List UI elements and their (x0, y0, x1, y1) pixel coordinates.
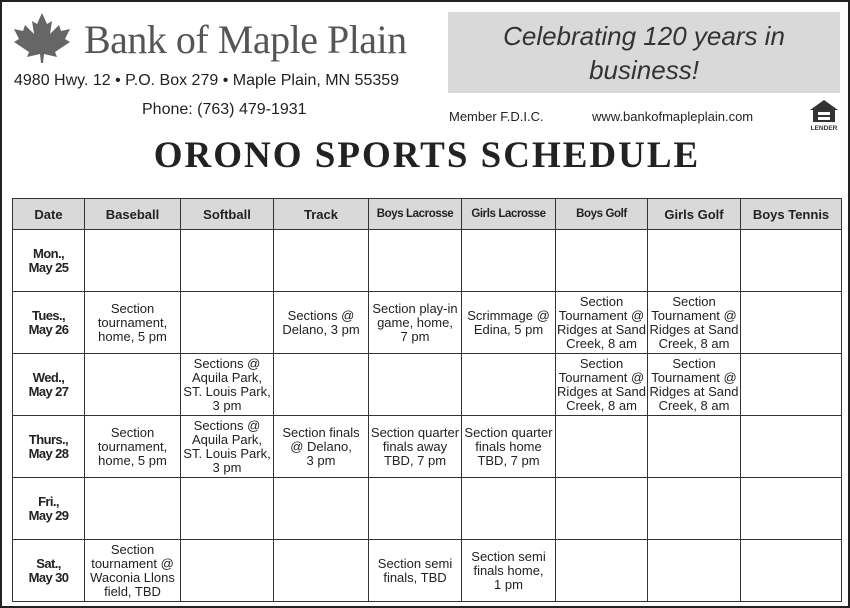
table-cell (648, 292, 741, 354)
date-label: May 25 (28, 259, 69, 275)
column-header: Boys Lacrosse (369, 199, 462, 230)
table-row (13, 230, 842, 292)
date-label: May 27 (28, 383, 69, 399)
event-text: Section Tournament @ Ridges at Sand Creek, 8 am (557, 355, 646, 413)
table-cell (181, 478, 274, 540)
day-label: Fri., (38, 493, 59, 509)
column-header: Date (13, 199, 85, 230)
table-cell (369, 230, 462, 292)
column-header: Baseball (85, 199, 181, 230)
table-cell (462, 230, 556, 292)
table-cell (556, 354, 648, 416)
date-label: May 30 (28, 569, 69, 585)
table-cell (181, 230, 274, 292)
date-cell (13, 478, 85, 540)
table-cell (648, 354, 741, 416)
table-cell (85, 416, 181, 478)
table-cell (741, 354, 842, 416)
event-text: Sections @ Aquila Park, ST. Louis Park, 3 pm (183, 417, 271, 475)
event-text: Sections @ Aquila Park, ST. Louis Park, 3 pm (183, 355, 271, 413)
bank-address: 4980 Hwy. 12 • P.O. Box 279 • Maple Plain, MN 55359 (14, 72, 400, 89)
table-row (13, 416, 842, 478)
table-cell (741, 416, 842, 478)
maple-leaf-icon (12, 12, 72, 64)
day-label: Wed., (32, 369, 65, 385)
column-header: Boys Tennis (741, 199, 842, 230)
table-cell (462, 354, 556, 416)
table-cell (181, 292, 274, 354)
table-cell (181, 354, 274, 416)
date-cell (13, 292, 85, 354)
column-header: Softball (181, 199, 274, 230)
table-cell (648, 230, 741, 292)
event-text: Section Tournament @ Ridges at Sand Creek, 8 am (649, 293, 739, 351)
table-cell (369, 540, 462, 602)
table-header-row (13, 199, 842, 230)
date-cell (13, 416, 85, 478)
table-row (13, 478, 842, 540)
website-link[interactable]: www.bankofmapleplain.com (592, 109, 754, 124)
column-header: Boys Golf (556, 199, 648, 230)
table-cell (274, 540, 369, 602)
date-cell (13, 230, 85, 292)
table-cell (462, 416, 556, 478)
event-text: Scrimmage @ Edina, 5 pm (467, 307, 550, 337)
event-text: Section Tournament @ Ridges at Sand Creek, 8 am (649, 355, 739, 413)
event-text: Section finals @ Delano, 3 pm (282, 424, 360, 468)
table-cell (648, 416, 741, 478)
table-cell (741, 540, 842, 602)
schedule-table (12, 198, 842, 602)
day-label: Tues., (31, 307, 65, 323)
table-row (13, 292, 842, 354)
table-cell (462, 540, 556, 602)
date-cell (13, 540, 85, 602)
event-text: Section play-in game, home, 7 pm (372, 300, 458, 344)
table-row (13, 354, 842, 416)
table-cell (369, 354, 462, 416)
day-label: Mon., (33, 245, 64, 261)
event-text: Section semi finals home, 1 pm (471, 548, 546, 592)
table-cell (462, 292, 556, 354)
table-cell (85, 292, 181, 354)
date-cell (13, 354, 85, 416)
event-text: Section tournament @ Waconia Llons field, TBD (90, 541, 175, 599)
table-cell (556, 230, 648, 292)
tagline-text: Celebrating 120 years in business! (503, 20, 785, 85)
table-cell (648, 540, 741, 602)
table-cell (85, 540, 181, 602)
event-text: Sections @ Delano, 3 pm (282, 307, 360, 337)
schedule-title: ORONO SPORTS SCHEDULE (153, 135, 701, 176)
bank-name: Bank of Maple Plain (84, 17, 407, 62)
table-cell (556, 540, 648, 602)
table-cell (274, 230, 369, 292)
event-text: Section tournament, home, 5 pm (97, 424, 168, 468)
table-cell (556, 478, 648, 540)
date-label: May 29 (28, 507, 69, 523)
table-cell (369, 416, 462, 478)
event-text: Section quarter finals home TBD, 7 pm (464, 424, 553, 468)
table-cell (274, 416, 369, 478)
table-cell (556, 292, 648, 354)
column-header: Track (274, 199, 369, 230)
member-fdic: Member F.D.I.C. (449, 109, 544, 124)
table-cell (181, 416, 274, 478)
tagline-box (448, 12, 840, 93)
table-cell (556, 416, 648, 478)
table-cell (274, 478, 369, 540)
date-label: May 28 (28, 445, 69, 461)
table-cell (648, 478, 741, 540)
schedule-body (13, 230, 842, 602)
table-row (13, 540, 842, 602)
event-text: Section semi finals, TBD (377, 555, 453, 585)
lender-badge-text: LENDER (810, 125, 838, 132)
equal-housing-lender-icon (808, 98, 840, 132)
column-header: Girls Lacrosse (462, 199, 556, 230)
table-cell (274, 292, 369, 354)
table-cell (369, 292, 462, 354)
table-cell (85, 354, 181, 416)
table-cell (85, 478, 181, 540)
bank-phone: Phone: (763) 479-1931 (142, 101, 307, 118)
table-cell (741, 230, 842, 292)
table-cell (85, 230, 181, 292)
day-label: Thurs., (28, 431, 69, 447)
date-label: May 26 (28, 321, 69, 337)
table-cell (741, 478, 842, 540)
column-header: Girls Golf (648, 199, 741, 230)
event-text: Section Tournament @ Ridges at Sand Creek, 8 am (557, 293, 646, 351)
table-cell (369, 478, 462, 540)
table-cell (741, 292, 842, 354)
table-cell (274, 354, 369, 416)
event-text: Section tournament, home, 5 pm (97, 300, 168, 344)
event-text: Section quarter finals away TBD, 7 pm (370, 424, 460, 468)
table-cell (181, 540, 274, 602)
table-cell (462, 478, 556, 540)
day-label: Sat., (36, 555, 61, 571)
